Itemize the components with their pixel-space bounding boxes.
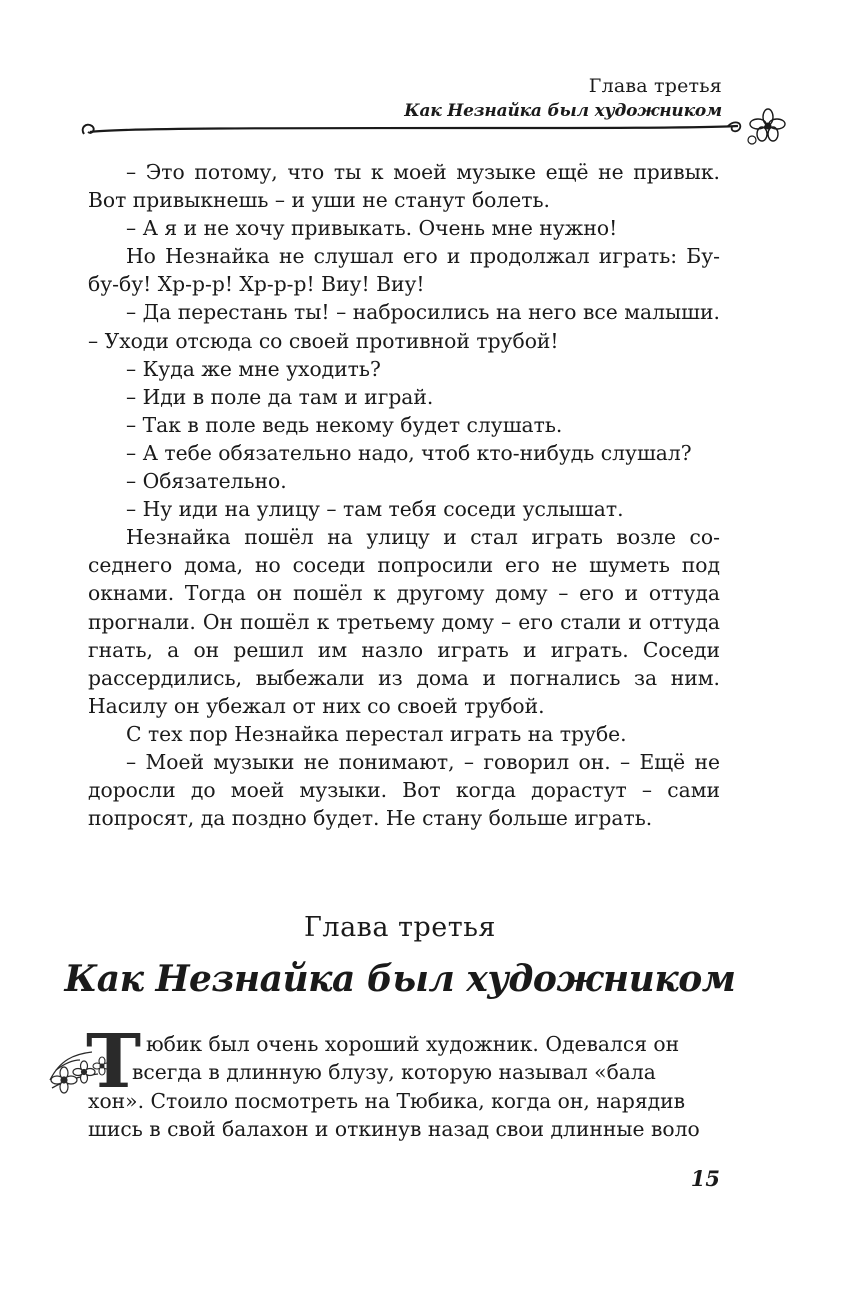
header-rule-ornament — [78, 108, 788, 156]
running-head-chapter: Глава третья — [588, 75, 722, 97]
flower-ornament-icon — [748, 109, 785, 144]
drop-cap-letter: Т — [86, 1019, 142, 1105]
paragraph: – Куда же мне уходить? — [126, 356, 381, 381]
paragraph: – Иди в поле да там и играй. — [126, 384, 434, 409]
paragraph: Но Незнайка не слушал его и продолжал играть: Бу-бу-бу! Хр-р-р! Хр-р-р! Виу! Виу! — [88, 244, 720, 297]
paragraph: Незнайка пошёл на улицу и стал играть возле соседнего дома, но соседи попросили его не шуметь под окнами. Тогда он пошёл к другому дому – его и оттуда прогнали. Он пошёл к третьему дому – его стали и оттуда гнать, а он решил им назло играть и играть. Соседи рассердились, выбежали из дома и погнались за ним. Насилу он убежал от них со своей трубой. — [88, 525, 720, 718]
chapter-title: Как Незнайка был художником — [64, 958, 736, 1000]
page-number: 15 — [690, 1166, 720, 1191]
paragraph: – Обязательно. — [126, 469, 287, 494]
paragraph: – Так в поле ведь некому будет слушать. — [126, 412, 563, 437]
paragraph: – Это потому, что ты к моей музыке ещё не привык. Вот привыкнешь – и уши не станут болеть. — [88, 160, 720, 213]
running-head-title: Как Незнайка был художником — [404, 101, 722, 121]
opening-text — [46, 1030, 720, 1143]
opening-line: шись в свой балахон и откинув назад свои длинные воло — [88, 1116, 700, 1141]
paragraph: – А я и не хочу привыкать. Очень мне нужно! — [126, 216, 618, 241]
paragraph: – А тебе обязательно надо, чтоб кто-нибудь слушал? — [126, 440, 692, 465]
opening-line: юбик был очень хороший художник. Одевался он — [146, 1032, 680, 1056]
chapter-label: Глава третья — [304, 912, 496, 943]
body-text — [88, 158, 720, 832]
paragraph: С тех пор Незнайка перестал играть на трубе. — [126, 721, 627, 746]
paragraph: – Да перестань ты! – набросились на него все малыши. – Уходи отсюда со своей противной трубой! — [88, 300, 720, 353]
opening-line: хон». Стоило посмотреть на Тюбика, когда он, нарядив — [88, 1088, 686, 1113]
paragraph: – Моей музыки не понимают, – говорил он. – Ещё не доросли до моей музыки. Вот когда дорастут – сами попросят, да поздно будет. Не стану больше играть. — [88, 749, 720, 831]
opening-line: всегда в длинную блузу, которую называл «бала — [132, 1060, 656, 1085]
chapter-opening — [46, 1019, 720, 1170]
paragraph: – Ну иди на улицу – там тебя соседи услышат. — [126, 497, 624, 522]
